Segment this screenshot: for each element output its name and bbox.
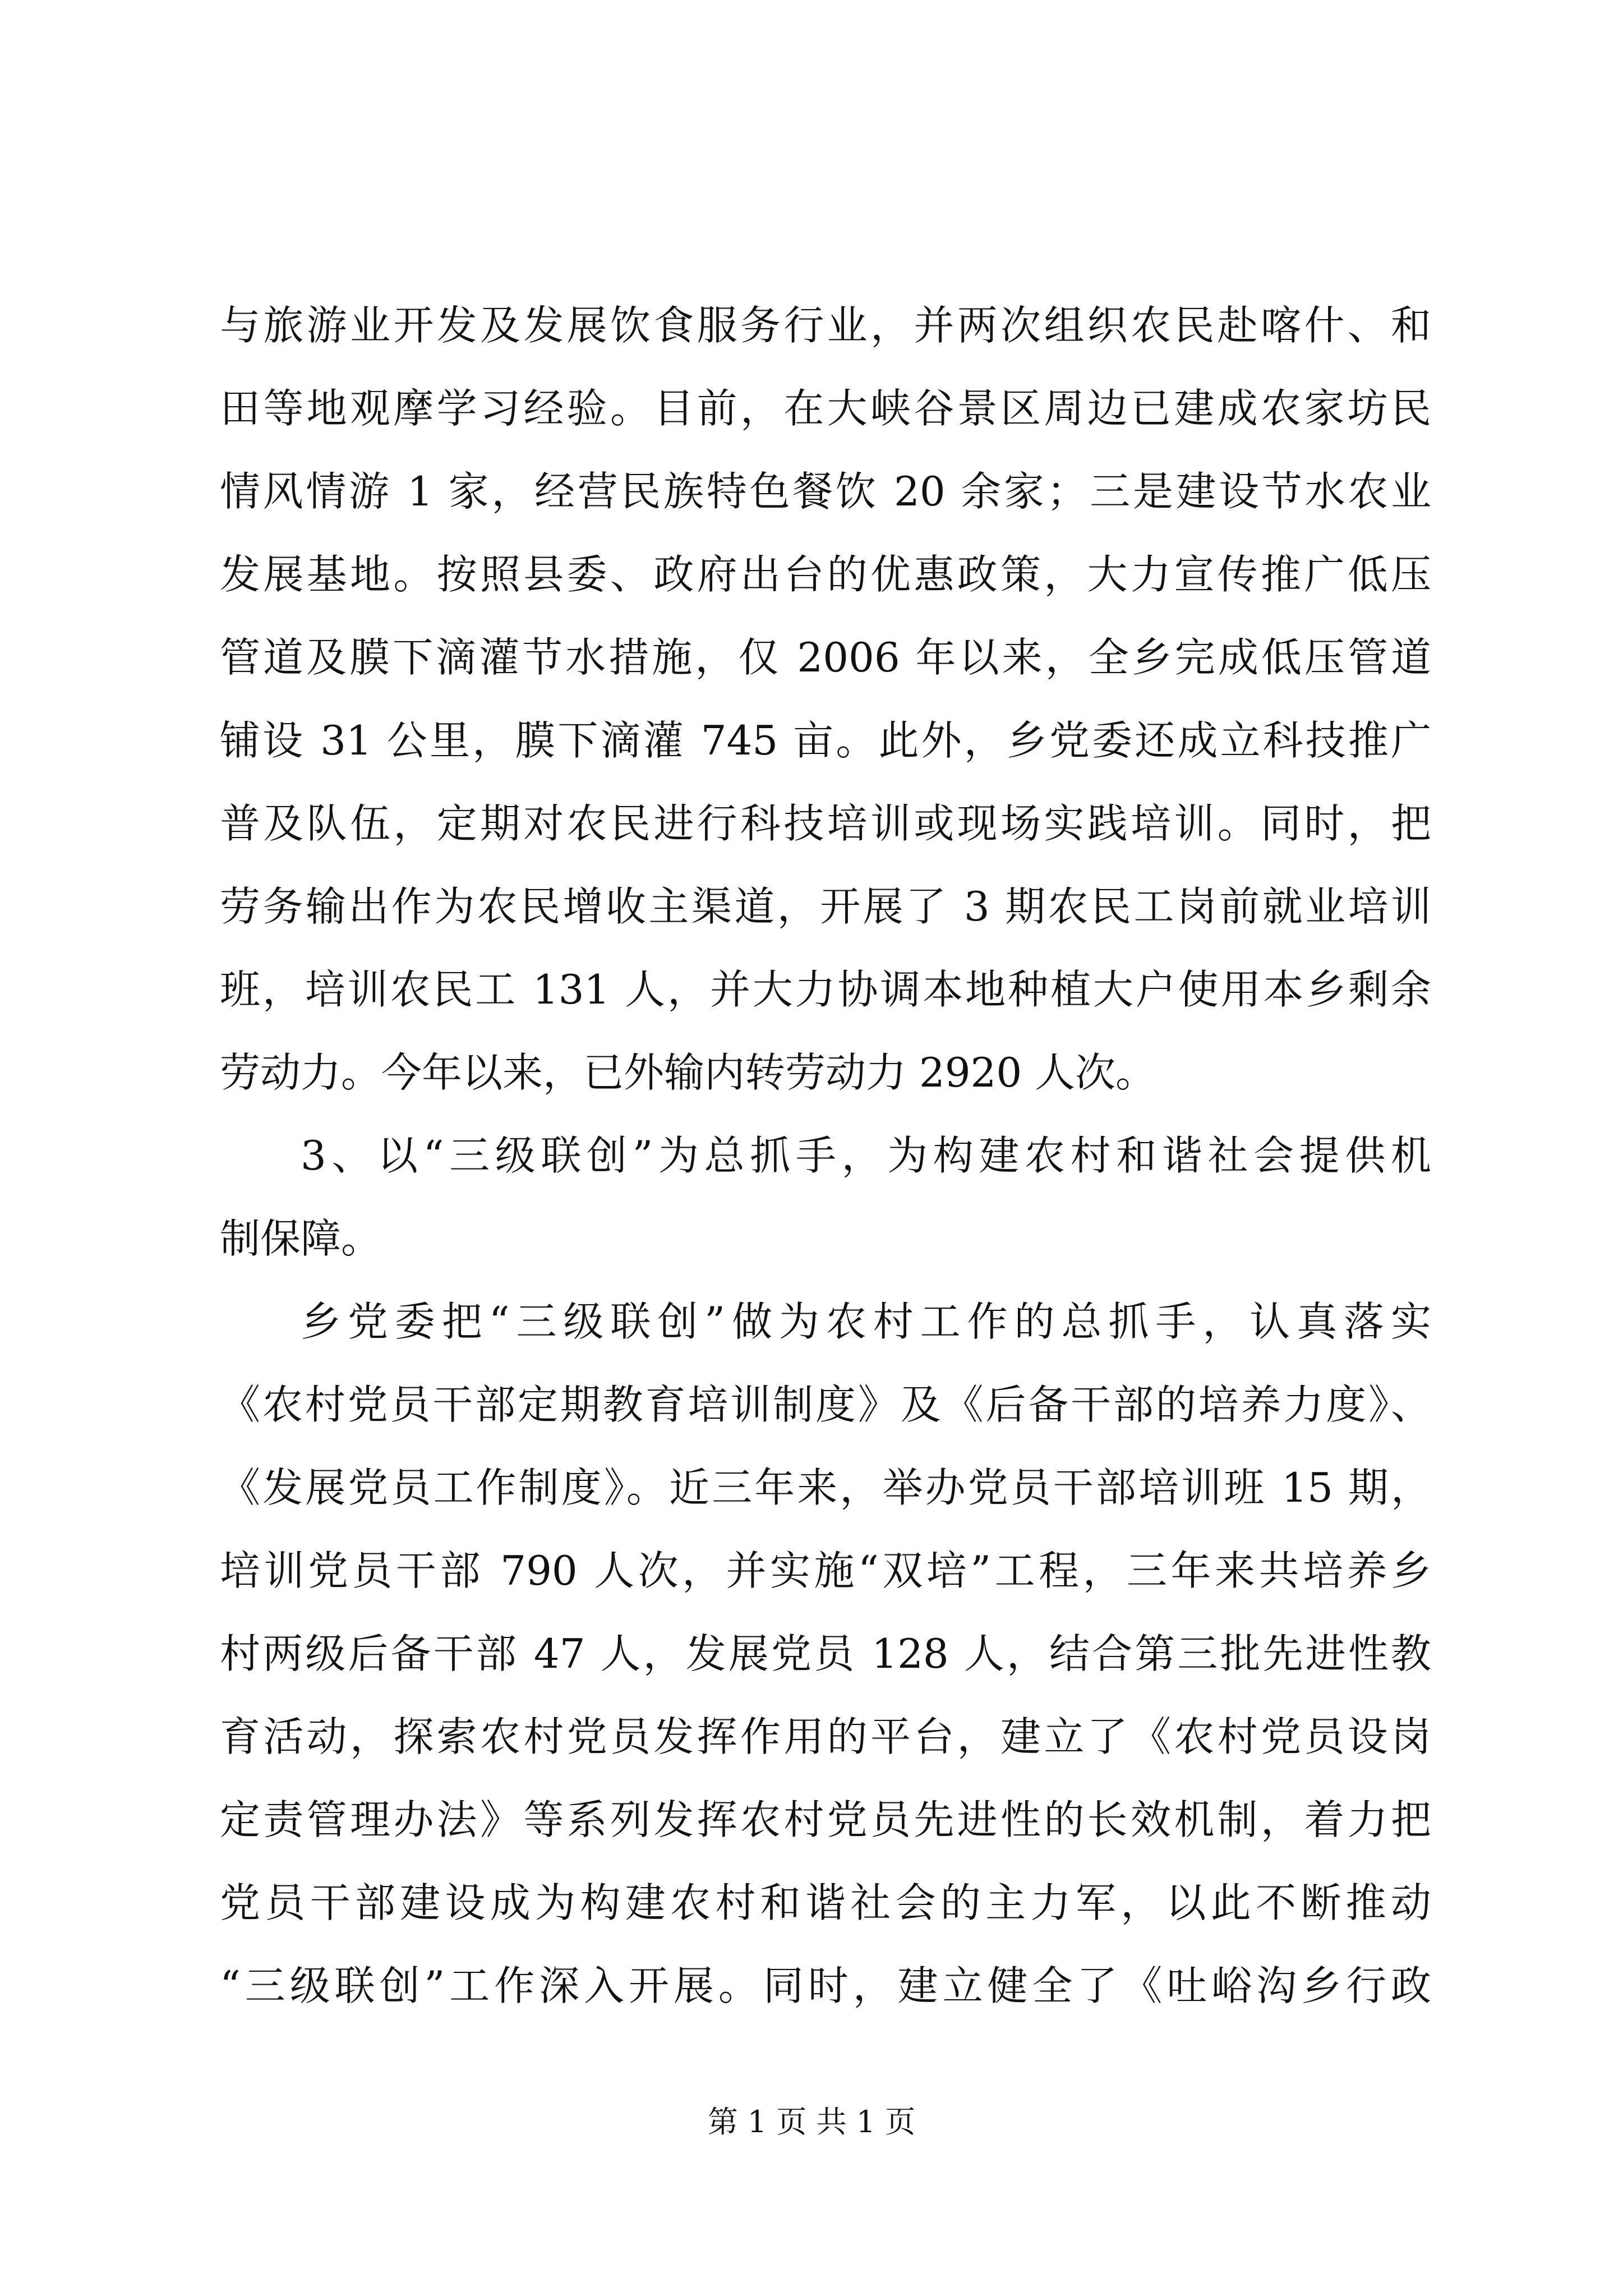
paragraph-3-line-4: 培训党员干部 790 人次，并实施“双培”工程，三年来共培养乡	[220, 1547, 1431, 1594]
paragraph-1-line-8: 劳务输出作为农民增收主渠道，开展了 3 期农民工岗前就业培训	[220, 883, 1431, 930]
page-number-footer: 第 1 页 共 1 页	[707, 2104, 916, 2139]
paragraph-1-line-7: 普及队伍，定期对农民进行科技培训或现场实践培训。同时，把	[220, 800, 1431, 847]
paragraph-1-line-4: 发展基地。按照县委、政府出台的优惠政策，大力宣传推广低压	[220, 551, 1431, 598]
paragraph-1-line-9: 班，培训农民工 131 人，并大力协调本地种植大户使用本乡剩余	[220, 966, 1431, 1013]
paragraph-3-line-5: 村两级后备干部 47 人，发展党员 128 人，结合第三批先进性教	[220, 1630, 1431, 1677]
paragraph-1-line-5: 管道及膜下滴灌节水措施，仅 2006 年以来，全乡完成低压管道	[220, 634, 1431, 681]
paragraph-3-line-6: 育活动，探索农村党员发挥作用的平台，建立了《农村党员设岗	[220, 1713, 1431, 1760]
paragraph-1-line-6: 铺设 31 公里，膜下滴灌 745 亩。此外，乡党委还成立科技推广	[220, 717, 1431, 764]
paragraph-3-line-7: 定责管理办法》等系列发挥农村党员先进性的长效机制，着力把	[220, 1796, 1431, 1843]
paragraph-1-line-10: 劳动力。今年以来，已外输内转劳动力 2920 人次。	[220, 1049, 1156, 1096]
paragraph-1-line-3: 情风情游 1 家，经营民族特色餐饮 20 余家；三是建设节水农业	[220, 468, 1431, 515]
paragraph-3-line-3: 《发展党员工作制度》。近三年来，举办党员干部培训班 15 期，	[220, 1464, 1431, 1511]
section-3-heading-line-2: 制保障。	[220, 1215, 382, 1262]
paragraph-1-line-1: 与旅游业开发及发展饮食服务行业，并两次组织农民赴喀什、和	[220, 302, 1431, 349]
section-3-heading-line-1: 3、以“三级联创”为总抓手，为构建农村和谐社会提供机	[301, 1132, 1431, 1179]
paragraph-3-line-9: “三级联创”工作深入开展。同时，建立健全了《吐峪沟乡行政	[220, 1962, 1431, 2009]
paragraph-3-line-8: 党员干部建设成为构建农村和谐社会的主力军，以此不断推动	[220, 1879, 1431, 1926]
paragraph-3-line-2: 《农村党员干部定期教育培训制度》及《后备干部的培养力度》、	[220, 1381, 1431, 1428]
paragraph-1-line-2: 田等地观摩学习经验。目前，在大峡谷景区周边已建成农家坊民	[220, 385, 1431, 432]
paragraph-3-line-1: 乡党委把“三级联创”做为农村工作的总抓手，认真落实	[301, 1298, 1431, 1345]
